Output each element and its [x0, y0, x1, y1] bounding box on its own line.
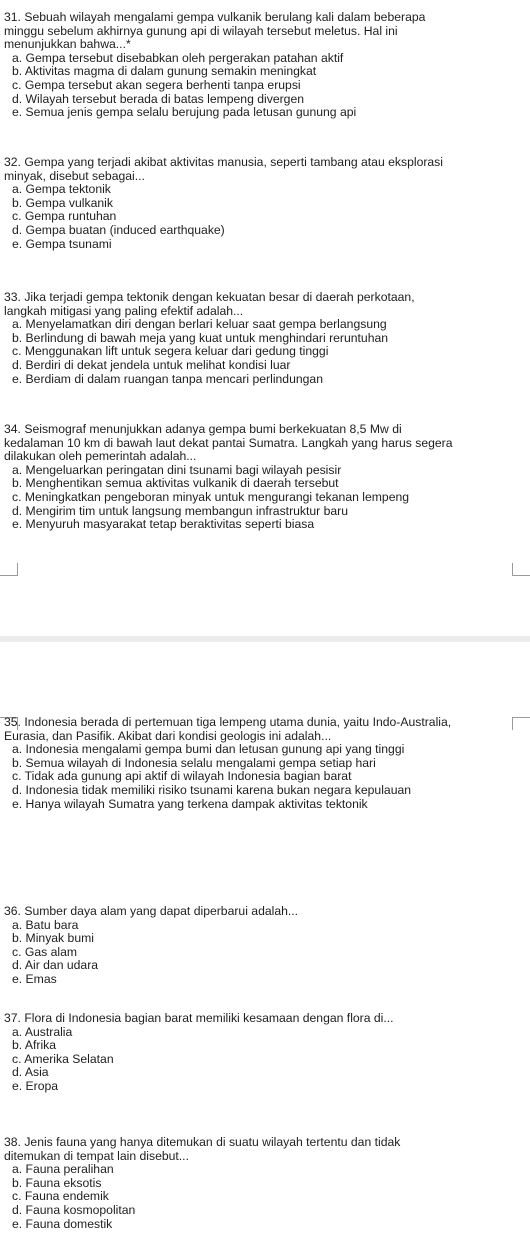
option-e: e. Eropa: [12, 1078, 59, 1093]
option-a: a. Batu bara: [12, 917, 79, 932]
option-d: d. Gempa buatan (induced earthquake): [12, 222, 225, 237]
option-d: d. Air dan udara: [12, 958, 99, 973]
question-stem: 33. Jika terjadi gempa tektonik dengan kekuatan besar di daerah perkotaan, langkah mitigasi yang paling efektif adalah...: [4, 290, 415, 318]
option-c: c. Menggunakan lift untuk segera keluar dari gedung tinggi: [12, 344, 329, 359]
option-c: c. Gempa runtuhan: [12, 209, 117, 224]
question-35: [0, 716, 528, 811]
option-a: a. Australia: [12, 1024, 73, 1039]
crop-mark: [512, 563, 530, 576]
option-a: a. Gempa tektonik: [12, 182, 111, 197]
option-c: c. Meningkatkan pengeboran minyak untuk mengurangi tekanan lempeng: [12, 489, 410, 504]
option-d: d. Asia: [12, 1065, 49, 1080]
document-page-1: [0, 0, 530, 590]
option-e: e. Emas: [12, 971, 57, 986]
option-b: b. Afrika: [12, 1038, 57, 1053]
option-e: e. Menyuruh masyarakat tetap beraktivitas seperti biasa: [12, 517, 315, 532]
question-stem: 37. Flora di Indonesia bagian barat memiliki kesamaan dengan flora di...: [4, 1011, 394, 1025]
question-stem: 35. Indonesia berada di pertemuan tiga lempeng utama dunia, yaitu Indo-Australia, Eurasia, dan Pasifik. Akibat dari kondisi geologis ini adalah...: [4, 715, 452, 743]
question-33: [0, 291, 528, 386]
option-b: b. Gempa vulkanik: [12, 195, 113, 210]
question-stem: 32. Gempa yang terjadi akibat aktivitas manusia, seperti tambang atau eksplorasi minyak, disebut sebagai...: [4, 155, 443, 183]
option-a: a. Menyelamatkan diri dengan berlari keluar saat gempa berlangsung: [12, 317, 387, 332]
option-b: b. Semua wilayah di Indonesia selalu mengalami gempa setiap hari: [12, 755, 376, 770]
document-page-2: [0, 665, 530, 1255]
question-37: [0, 1012, 528, 1094]
option-e: e. Semua jenis gempa selalu berujung pada letusan gunung api: [12, 105, 357, 120]
option-b: b. Menghentikan semua aktivitas vulkanik di daerah tersebut: [12, 476, 339, 491]
option-d: d. Indonesia tidak memiliki risiko tsunami karena bukan negara kepulauan: [12, 782, 412, 797]
question-38: [0, 1136, 528, 1231]
option-d: d. Mengirim tim untuk langsung membangun infrastruktur baru: [12, 503, 348, 518]
option-b: b. Aktivitas magma di dalam gunung semakin meningkat: [12, 64, 317, 79]
question-31: [0, 11, 528, 120]
option-a: a. Mengeluarkan peringatan dini tsunami bagi wilayah pesisir: [12, 462, 342, 477]
option-e: e. Berdiam di dalam ruangan tanpa mencari perlindungan: [12, 371, 323, 386]
option-c: c. Gempa tersebut akan segera berhenti tanpa erupsi: [12, 77, 301, 92]
question-32: [0, 156, 528, 251]
option-e: e. Hanya wilayah Sumatra yang terkena dampak aktivitas tektonik: [12, 796, 368, 811]
question-stem: 31. Sebuah wilayah mengalami gempa vulkanik berulang kali dalam beberapa minggu sebelum akhirnya gunung api di wilayah tersebut meletus. Hal ini menunjukkan bahwa...*: [4, 10, 426, 52]
question-stem: 36. Sumber daya alam yang dapat diperbarui adalah...: [4, 904, 299, 918]
option-b: b. Fauna eksotis: [12, 1175, 102, 1190]
question-stem: 34. Seismograf menunjukkan adanya gempa bumi berkekuatan 8,5 Mw di kedalaman 10 km di bawah laut dekat pantai Sumatra. Langkah yang harus segera dilakukan oleh pemerintah adalah...: [4, 422, 453, 464]
option-d: d. Berdiri di dekat jendela untuk melihat kondisi luar: [12, 357, 291, 372]
option-c: c. Amerika Selatan: [12, 1051, 114, 1066]
option-b: b. Berlindung di bawah meja yang kuat untuk menghindari reruntuhan: [12, 330, 389, 345]
option-e: e. Fauna domestik: [12, 1216, 113, 1231]
option-d: d. Wilayah tersebut berada di batas lempeng divergen: [12, 91, 305, 106]
crop-mark: [0, 563, 18, 576]
option-a: a. Fauna peralihan: [12, 1162, 114, 1177]
option-c: c. Gas alam: [12, 944, 78, 959]
question-36: [0, 905, 528, 987]
option-c: c. Fauna endemik: [12, 1189, 109, 1204]
question-stem: 38. Jenis fauna yang hanya ditemukan di suatu wilayah tertentu dan tidak ditemukan di tempat lain disebut...: [4, 1135, 401, 1163]
option-e: e. Gempa tsunami: [12, 236, 112, 251]
option-c: c. Tidak ada gunung api aktif di wilayah Indonesia bagian barat: [12, 769, 352, 784]
question-34: [0, 423, 528, 532]
option-a: a. Gempa tersebut disebabkan oleh pergerakan patahan aktif: [12, 50, 344, 65]
option-d: d. Fauna kosmopolitan: [12, 1202, 136, 1217]
page-separator: [0, 636, 530, 642]
option-b: b. Minyak bumi: [12, 931, 94, 946]
option-a: a. Indonesia mengalami gempa bumi dan letusan gunung api yang tinggi: [12, 742, 405, 757]
